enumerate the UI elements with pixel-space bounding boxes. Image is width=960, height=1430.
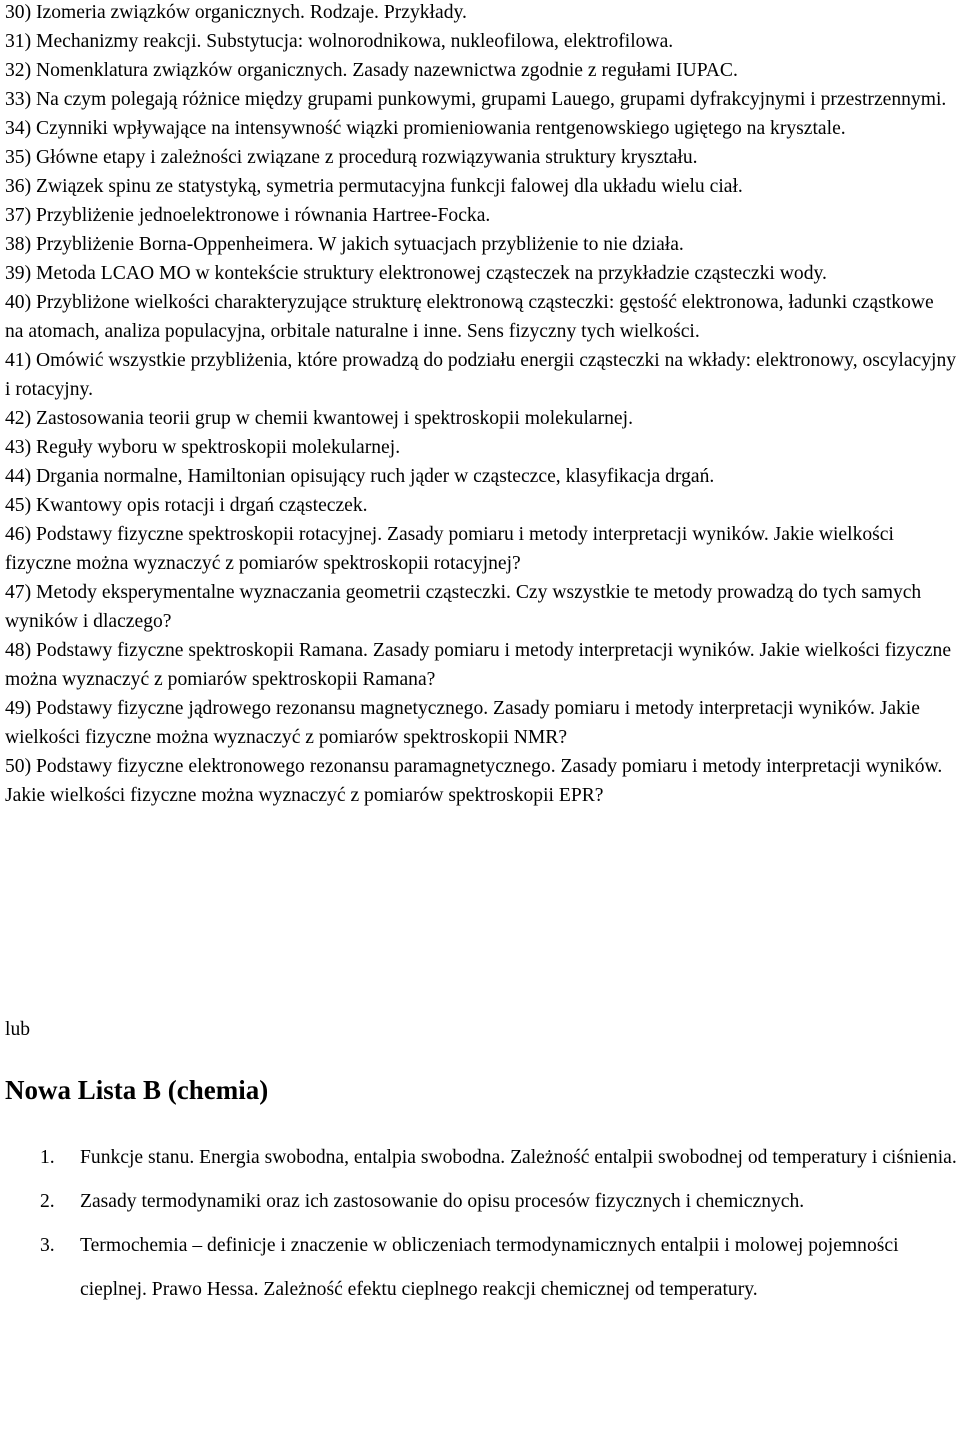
question-item <box>5 143 957 172</box>
list-item-text: Funkcje stanu. Energia swobodna, entalpia swobodna. Zależność entalpii swobodnej od temperatury i ciśnienia. <box>80 1147 957 1168</box>
question-number: 35) <box>5 147 32 168</box>
question-text: Podstawy fizyczne jądrowego rezonansu magnetycznego. Zasady pomiaru i metody interpretacji wyników. Jakie wielkości fizyczne można wyznaczyć z pomiarów spektroskopii NMR? <box>5 698 920 748</box>
question-number: 34) <box>5 118 32 139</box>
question-item <box>5 259 957 288</box>
question-number: 39) <box>5 263 32 284</box>
question-item <box>5 752 957 810</box>
question-text: Czynniki wpływające na intensywność wiązki promieniowania rentgenowskiego ugiętego na krysztale. <box>36 118 846 139</box>
question-number: 49) <box>5 698 32 719</box>
list-item-text: Termochemia – definicje i znaczenie w obliczeniach termodynamicznych entalpii i molowej pojemności cieplnej. Prawo Hessa. Zależność efektu cieplnego reakcji chemicznej od temperatury. <box>80 1235 899 1300</box>
question-item <box>5 0 957 27</box>
question-item <box>5 462 957 491</box>
question-text: Przybliżenie Borna-Oppenheimera. W jakich sytuacjach przybliżenie to nie działa. <box>36 234 684 255</box>
list-item <box>0 1136 960 1180</box>
question-number: 45) <box>5 495 32 516</box>
question-text: Zastosowania teorii grup w chemii kwantowej i spektroskopii molekularnej. <box>36 408 633 429</box>
question-text: Podstawy fizyczne spektroskopii rotacyjnej. Zasady pomiaru i metody interpretacji wyników. Jakie wielkości fizyczne można wyznaczyć z pomiarów spektroskopii rotacyjnej? <box>5 524 894 574</box>
question-text: Metoda LCAO MO w kontekście struktury elektronowej cząsteczek na przykładzie cząsteczki wody. <box>36 263 827 284</box>
question-number: 50) <box>5 756 32 777</box>
question-text: Metody eksperymentalne wyznaczania geometrii cząsteczki. Czy wszystkie te metody prowadzą do tych samych wyników i dlaczego? <box>5 582 922 632</box>
question-text: Związek spinu ze statystyką, symetria permutacyjna funkcji falowej dla układu wielu ciał. <box>36 176 743 197</box>
question-number: 41) <box>5 350 32 371</box>
question-number: 48) <box>5 640 32 661</box>
question-item <box>5 114 957 143</box>
question-number: 44) <box>5 466 32 487</box>
question-item <box>5 201 957 230</box>
question-number: 38) <box>5 234 32 255</box>
question-number: 46) <box>5 524 32 545</box>
question-text: Nomenklatura związków organicznych. Zasady nazewnictwa zgodnie z regułami IUPAC. <box>36 60 738 81</box>
question-text: Główne etapy i zależności związane z procedurą rozwiązywania struktury kryształu. <box>36 147 698 168</box>
question-number: 37) <box>5 205 32 226</box>
question-item <box>5 694 957 752</box>
question-item <box>5 346 957 404</box>
question-text: Kwantowy opis rotacji i drgań cząsteczek. <box>36 495 368 516</box>
separator-text: lub <box>5 1019 31 1040</box>
list-b-heading: Nowa Lista B (chemia) <box>5 1075 269 1105</box>
question-item <box>5 404 957 433</box>
question-text: Na czym polegają różnice między grupami punkowymi, grupami Lauego, grupami dyfrakcyjnymi i przestrzennymi. <box>36 89 947 110</box>
question-number: 32) <box>5 60 32 81</box>
question-text: Podstawy fizyczne spektroskopii Ramana. Zasady pomiaru i metody interpretacji wyników. Jakie wielkości fizyczne można wyznaczyć z pomiarów spektroskopii Ramana? <box>5 640 952 690</box>
question-item <box>5 27 957 56</box>
list-b <box>0 1136 960 1312</box>
list-item-text: Zasady termodynamiki oraz ich zastosowanie do opisu procesów fizycznych i chemicznych. <box>80 1191 805 1212</box>
list-item-marker: 3. <box>40 1235 55 1256</box>
question-text: Reguły wyboru w spektroskopii molekularnej. <box>36 437 401 458</box>
question-number: 42) <box>5 408 32 429</box>
question-number: 36) <box>5 176 32 197</box>
question-item <box>5 491 957 520</box>
question-text: Podstawy fizyczne elektronowego rezonansu paramagnetycznego. Zasady pomiaru i metody interpretacji wyników. Jakie wielkości fizyczne można wyznaczyć z pomiarów spektroskopii EPR? <box>5 756 943 806</box>
question-number: 31) <box>5 31 32 52</box>
question-item <box>5 172 957 201</box>
question-number: 47) <box>5 582 32 603</box>
question-item <box>5 56 957 85</box>
question-item <box>5 520 957 578</box>
question-number: 30) <box>5 2 32 23</box>
question-item <box>5 636 957 694</box>
question-number: 33) <box>5 89 32 110</box>
question-number: 43) <box>5 437 32 458</box>
question-list <box>5 0 957 810</box>
question-item <box>5 433 957 462</box>
list-item <box>0 1180 960 1224</box>
question-text: Omówić wszystkie przybliżenia, które prowadzą do podziału energii cząsteczki na wkłady: elektronowy, oscylacyjny i rotacyjny. <box>5 350 957 400</box>
list-item-marker: 1. <box>40 1147 55 1168</box>
question-text: Przybliżenie jednoelektronowe i równania Hartree-Focka. <box>36 205 491 226</box>
question-item <box>5 288 957 346</box>
question-item <box>5 230 957 259</box>
question-item <box>5 578 957 636</box>
question-number: 40) <box>5 292 32 313</box>
list-item-marker: 2. <box>40 1191 55 1212</box>
question-text: Mechanizmy reakcji. Substytucja: wolnorodnikowa, nukleofilowa, elektrofilowa. <box>36 31 674 52</box>
question-item <box>5 85 957 114</box>
question-text: Przybliżone wielkości charakteryzujące strukturę elektronową cząsteczki: gęstość elektronowa, ładunki cząstkowe na atomach, analiza populacyjna, orbitale naturalne i inne. Sens fizyczny tych wielkości. <box>5 292 934 342</box>
question-text: Izomeria związków organicznych. Rodzaje. Przykłady. <box>36 2 467 23</box>
list-item <box>0 1224 960 1312</box>
question-text: Drgania normalne, Hamiltonian opisujący ruch jąder w cząsteczce, klasyfikacja drgań. <box>36 466 715 487</box>
